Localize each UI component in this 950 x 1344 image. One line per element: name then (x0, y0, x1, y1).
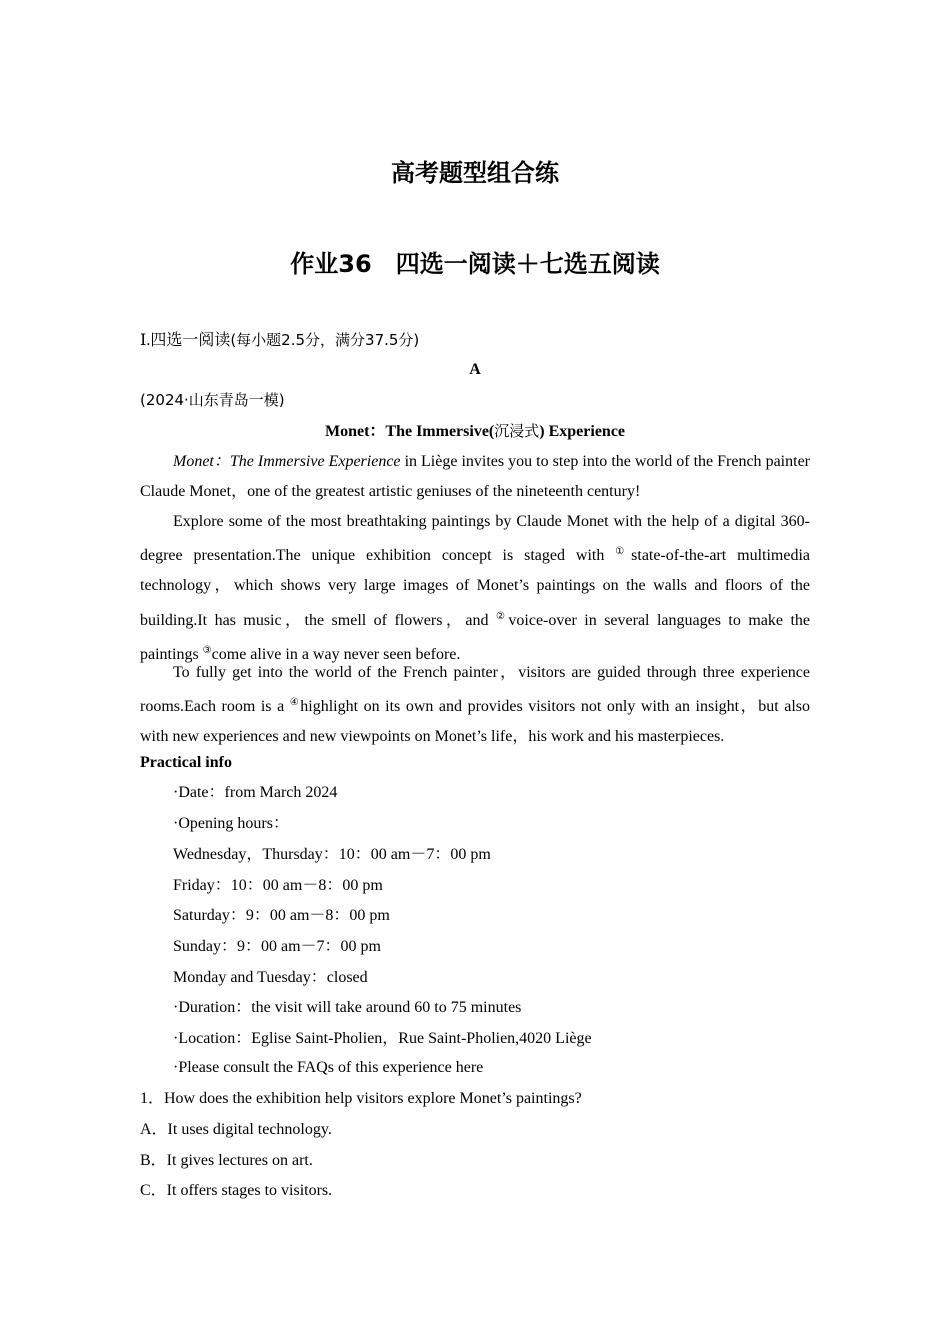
answer-option-a: A．It uses digital technology. (140, 1121, 332, 1138)
section-label: Ⅰ.四选一阅读 (140, 332, 231, 349)
answer-option-c: C．It offers stages to visitors. (140, 1182, 333, 1199)
info-line: Friday：10：00 am－8：00 pm (173, 877, 383, 894)
footnote-mark: ② (495, 610, 509, 622)
paragraph-1: Monet：The Immersive Experience in Liège invites you to step into the world of the French painter Claude Monet，one of the greatest artistic geniuses of the nineteenth century! (140, 453, 810, 501)
source-note: (2024·山东青岛一模) (140, 391, 285, 409)
footnote-mark: ④ (289, 697, 301, 709)
info-line: ·Location：Eglise Saint-Pholien，Rue Saint-Pholien,4020 Liège (173, 1030, 592, 1047)
info-line: Saturday：9：00 am－8：00 pm (173, 907, 390, 924)
section-scoring: (每小题2.5分，满分37.5分) (230, 331, 420, 349)
section-heading (140, 325, 810, 356)
assignment-title: 作业36 四选一阅读＋七选五阅读 (290, 250, 660, 278)
footnote-mark: ③ (202, 644, 212, 656)
footnote-mark: ① (615, 546, 632, 558)
paragraph-2: Explore some of the most breathtaking paintings by Claude Monet with the help of a digital 360-degree presentation.The unique exhibition concept is staged with ①state-of-the-art multimedia technology，which shows very large images of Monet’s paintings on the walls and floors of the building.It has music，the smell of flowers，and ②voice-over in several languages to make the paintings ③come alive in a way never seen before. (140, 513, 810, 663)
info-heading: Practical info (140, 754, 232, 771)
info-line: ·Please consult the FAQs of this experience here (173, 1059, 484, 1076)
info-line: ·Opening hours： (173, 815, 289, 832)
part-label: A (469, 361, 481, 378)
info-line: Sunday：9：00 am－7：00 pm (173, 938, 381, 955)
info-line: ·Date：from March 2024 (173, 784, 338, 801)
info-line: Wednesday，Thursday：10：00 am－7：00 pm (173, 846, 491, 863)
answer-option-b: B．It gives lectures on art. (140, 1152, 313, 1169)
question-stem: 1．How does the exhibition help visitors explore Monet’s paintings? (140, 1090, 582, 1107)
page-title: 高考题型组合练 (391, 159, 559, 187)
paragraph-3: To fully get into the world of the French painter，visitors are guided through three experience rooms.Each room is a ④highlight on its own and provides visitors not only with an insight，but also with new experiences and new viewpoints on Monet’s life，his work and his masterpieces. (140, 664, 810, 746)
article-title: Monet：The Immersive(沉浸式) Experience (324, 422, 626, 440)
info-line: Monday and Tuesday：closed (173, 969, 368, 986)
info-line: ·Duration：the visit will take around 60 to 75 minutes (173, 999, 522, 1016)
